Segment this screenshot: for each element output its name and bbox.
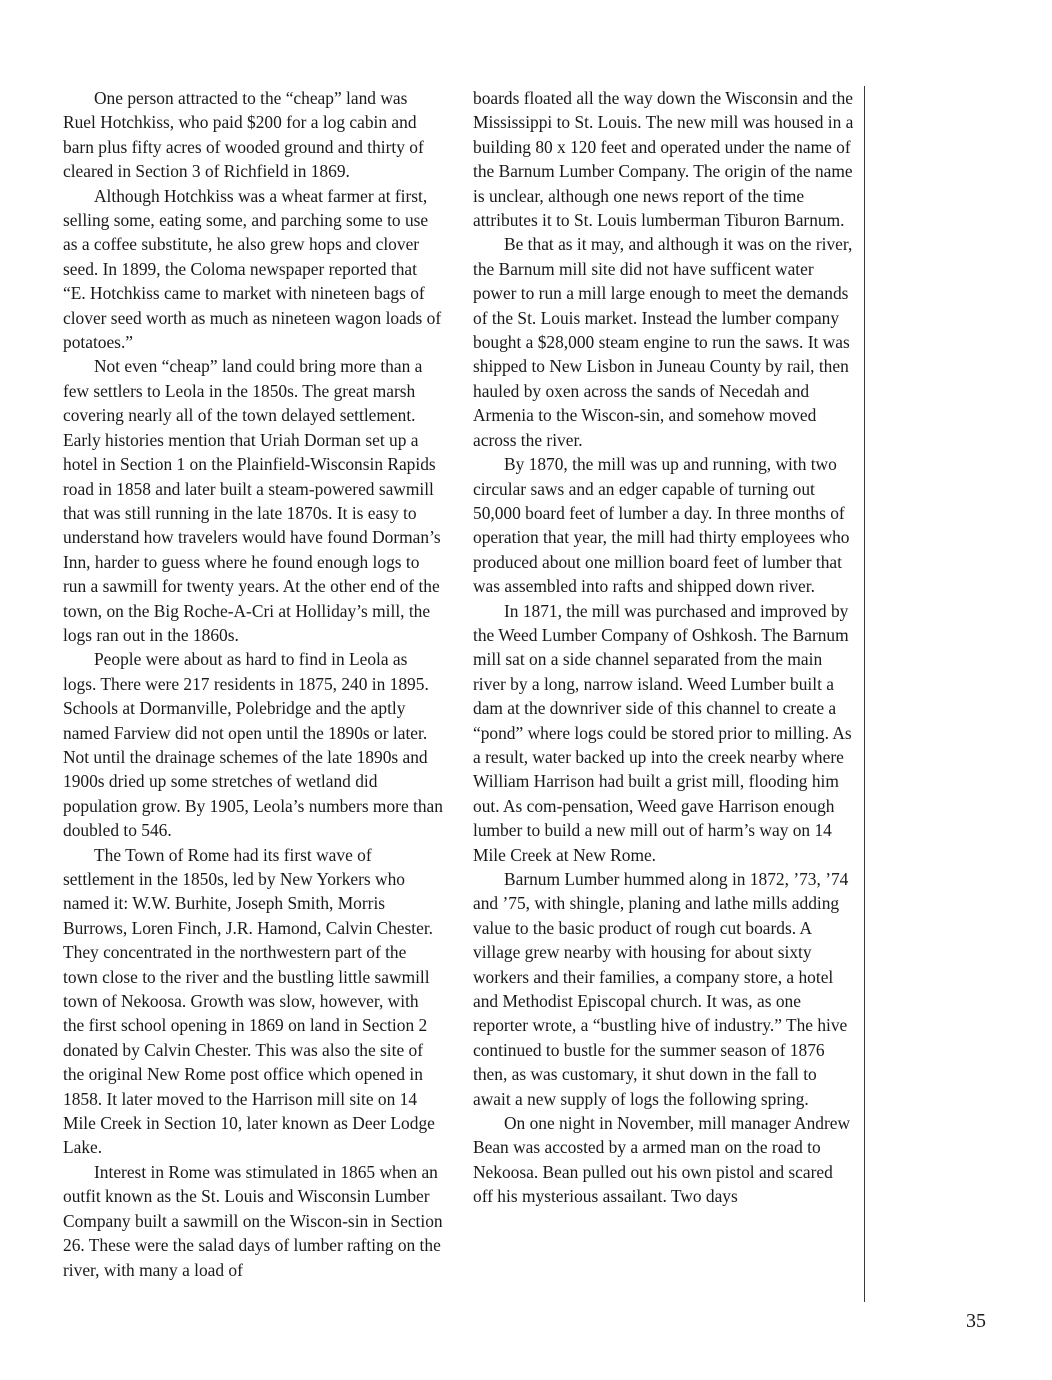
- paragraph: Barnum Lumber hummed along in 1872, ’73, ’74 and ’75, with shingle, planing and lathe mills adding value to the basic product of rough cut boards. A village grew nearby with housing for about sixty workers and their families, a company store, a hotel and Methodist Episcopal church. It was, as one reporter wrote, a “bustling hive of industry.” The hive continued to bustle for the summer season of 1876 then, as was customary, it shut down in the fall to await a new supply of logs the following spring.: [473, 869, 849, 1109]
- paragraph: Although Hotchkiss was a wheat farmer at first, selling some, eating some, and parching some to use as a coffee substitute, he also grew hops and clover seed. In 1899, the Coloma newspaper reported that “E. Hotchkiss came to market with nineteen bags of clover seed worth as much as nineteen wagon loads of potatoes.”: [63, 185, 442, 353]
- paragraph: People were about as hard to find in Leola as logs. There were 217 residents in 1875, 240 in 1895. Schools at Dormanville, Polebridge and the aptly named Farview did not open until the 1890s or later. Not until the drainage schemes of the late 1890s and 1900s dried up some stretches of wetland did population grow. By 1905, Leola’s numbers more than doubled to 546.: [63, 649, 443, 841]
- paragraph: The Town of Rome had its first wave of settlement in the 1850s, led by New Yorkers who named it: W.W. Burhite, Joseph Smith, Morris Burrows, Loren Finch, J.R. Hamond, Calvin Chester. They concentrated in the northwestern part of the town close to the river and the bustling little sawmill town of Nekoosa. Growth was slow, however, with the first school opening in 1869 on land in Section 2 donated by Calvin Chester. This was also the site of the original New Rome post office which opened in 1858. It later moved to the Harrison mill site on 14 Mile Creek in Section 10, later known as Deer Lodge Lake.: [63, 844, 435, 1158]
- right-column: [473, 86, 855, 1209]
- paragraph: On one night in November, mill manager Andrew Bean was accosted by a armed man on the road to Nekoosa. Bean pulled out his own pistol and scared off his mysterious assailant. Two days: [473, 1113, 851, 1207]
- paragraph: Be that as it may, and although it was on the river, the Barnum mill site did not have sufficеnt water power to run a mill large enough to meet the demands of the St. Louis market. Instead the lumber company bought a $28,000 steam engine to run the saws. It was shipped to New Lisbon in Juneau County by rail, then hauled by oxen across the sands of Necedah and Armenia to the Wiscon-sin, and somehow moved across the river.: [473, 234, 853, 450]
- page-number: 35: [966, 1310, 986, 1332]
- continued-paragraph: boards floated all the way down the Wisconsin and the Mississippi to St. Louis. The new mill was housed in a building 80 x 120 feet and operated under the name of the Barnum Lumber Company. The origin of the name is unclear, although one news report of the time attributes it to St. Louis lumberman Tiburon Barnum.: [473, 88, 854, 231]
- column-rule: [864, 86, 865, 1302]
- left-column: [63, 86, 443, 1282]
- paragraph: Interest in Rome was stimulated in 1865 when an outfit known as the St. Louis and Wisconsin Lumber Company built a sawmill on the Wiscon-sin in Section 26. These were the salad days of lumber rafting on the river, with many a load of: [63, 1161, 443, 1280]
- paragraph: Not even “cheap” land could bring more than a few settlers to Leola in the 1850s. The great marsh covering nearly all of the town delayed settlement. Early histories mention that Uriah Dorman set up a hotel in Section 1 on the Plainfield-Wisconsin Rapids road in 1858 and later built a steam-powered sawmill that was still running in the late 1870s. It is easy to understand how travelers would have found Dorman’s Inn, harder to guess where he found enough logs to run a sawmill for twenty years. At the other end of the town, on the Big Roche-A-Cri at Holliday’s mill, the logs ran out in the 1860s.: [63, 356, 441, 645]
- paragraph: By 1870, the mill was up and running, with two circular saws and an edger capable of turning out 50,000 board feet of lumber a day. In three months of operation that year, the mill had thirty employees who produced about one million board feet of lumber that was assembled into rafts and shipped down river.: [473, 454, 850, 597]
- paragraph: In 1871, the mill was purchased and improved by the Weed Lumber Company of Oshkosh. The Barnum mill sat on a side channel separated from the main river by a long, narrow island. Weed Lumber built a dam at the downriver side of this channel to create a “pond” where logs could be stored prior to milling. As a result, water backed up into the creek nearby where William Harrison had built a grist mill, flooding him out. As com-pensation, Weed gave Harrison enough lumber to build a new mill out of harm’s way on 14 Mile Creek at New Rome.: [473, 600, 852, 865]
- paragraph: One person attracted to the “cheap” land was Ruel Hotchkiss, who paid $200 for a log cabin and barn plus fifty acres of wooded ground and thirty of cleared in Section 3 of Richfield in 1869.: [63, 88, 424, 182]
